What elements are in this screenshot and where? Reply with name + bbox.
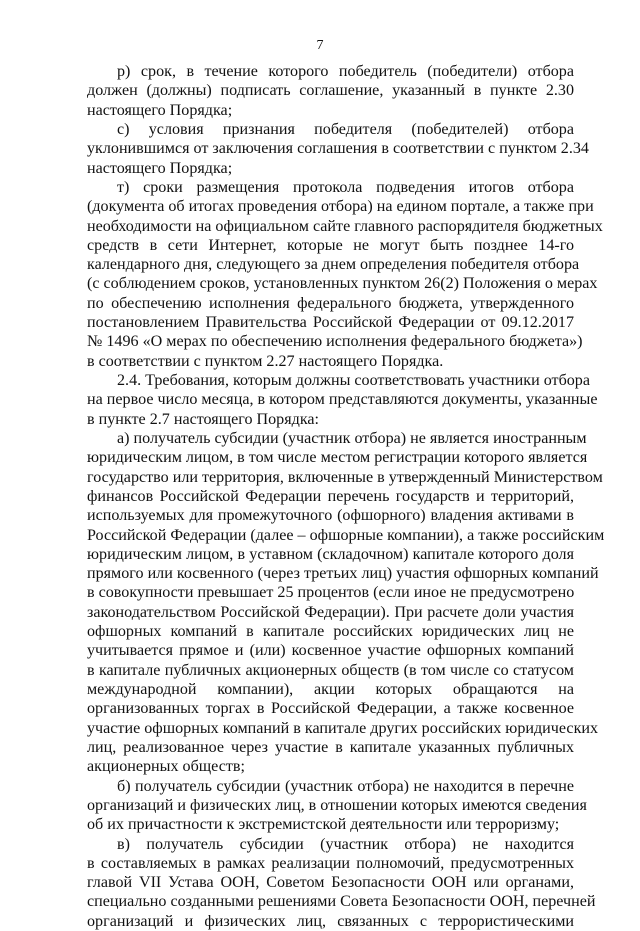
text-line: юридическим лицом, в том числе местом регистрации которого является (87, 449, 588, 467)
text-line: юридическим лицом, в уставном (складочном) капитале которого доля (87, 545, 574, 563)
text-line: в составляемых в рамках реализации полномочий, предусмотренных (87, 854, 574, 872)
text-line: на первое число месяца, в котором представляются документы, указанные (87, 391, 598, 409)
text-line: должен (должны) подписать соглашение, указанный в пункте 2.30 (87, 82, 574, 100)
text-line: учитывается прямое и (или) косвенное участие офшорных компаний (87, 642, 574, 660)
text-line: средств в сети Интернет, которые не могут быть позднее 14-го (87, 236, 574, 254)
text-line: р) срок, в течение которого победитель (победители) отбора (117, 63, 574, 80)
text-line: по обеспечению исполнения федерального бюджета, утвержденного (87, 294, 574, 312)
text-line: специально созданными решениями Совета Безопасности ООН, перечней (87, 893, 596, 911)
text-line: используемых для промежуточного (офшорного) владения активами в (87, 507, 574, 525)
text-line: участие офшорных компаний в капитале других российских юридических (87, 719, 599, 737)
text-line: организаций и физических лиц, в отношении которых имеются сведения (87, 796, 587, 814)
text-line: международной компании), акции которых обращаются на (87, 681, 574, 698)
text-line: организованных торгах в Российской Федерации, а также косвенное (87, 700, 574, 718)
text-line: государство или территория, включенные в утвержденный Министерством (87, 468, 603, 486)
text-line: б) получатель субсидии (участник отбора) не находится в перечне (117, 777, 574, 795)
text-line: лиц, реализованное через участие в капитале указанных публичных (87, 738, 574, 756)
text-line: акционерных обществ; (87, 758, 245, 776)
text-line: в капитале публичных акционерных обществ (в том числе со статусом (87, 661, 574, 679)
text-line: № 1496 «О мерах по обеспечению исполнения федерального бюджета») (87, 333, 583, 351)
text-line: финансов Российской Федерации перечень государств и территорий, (87, 487, 574, 505)
text-line: настоящего Порядка; (87, 101, 233, 119)
text-line: т) сроки размещения протокола подведения итогов отбора (117, 178, 574, 196)
text-line: в пункте 2.7 настоящего Порядка: (87, 410, 320, 428)
text-line: в совокупности превышает 25 процентов (если иное не предусмотрено (87, 584, 575, 602)
text-line: настоящего Порядка; (87, 159, 233, 177)
text-line: календарного дня, следующего за днем определения победителя отбора (87, 256, 580, 274)
text-line: а) получатель субсидии (участник отбора) не является иностранным (117, 429, 587, 447)
text-line: (документа об итогах проведения отбора) на едином портале, а также при (87, 198, 594, 216)
document-body (87, 62, 605, 931)
text-line: об их причастности к экстремистской деятельности или терроризму; (87, 816, 560, 834)
text-line: главой VII Устава ООН, Советом Безопасности ООН или органами, (87, 874, 574, 892)
text-line: уклонившимся от заключения соглашения в соответствии с пунктом 2.34 (87, 140, 589, 158)
text-line: в) получатель субсидии (участник отбора) не находится (117, 835, 574, 853)
text-line: необходимости на официальном сайте главного распорядителя бюджетных (87, 217, 603, 235)
page-number: 7 (316, 38, 324, 53)
text-line: (с соблюдением сроков, установленных пунктом 26(2) Положения о мерах (87, 275, 598, 293)
text-line: офшорных компаний в капитале российских юридических лиц не (87, 623, 574, 641)
text-line: постановлением Правительства Российской Федерации от 09.12.2017 (87, 314, 574, 332)
text-line: с) условия признания победителя (победителей) отбора (117, 120, 574, 138)
text-line: Российской Федерации (далее – офшорные компании), а также российским (87, 526, 605, 544)
text-line: организаций и физических лиц, связанных с террористическими (87, 912, 574, 930)
text-line: законодательством Российской Федерации). При расчете доли участия (87, 603, 574, 621)
text-line: в соответствии с пунктом 2.27 настоящего Порядка. (87, 352, 444, 370)
text-line: 2.4. Требования, которым должны соответствовать участники отбора (117, 372, 590, 389)
text-line: прямого или косвенного (через третьих лиц) участия офшорных компаний (87, 565, 599, 583)
